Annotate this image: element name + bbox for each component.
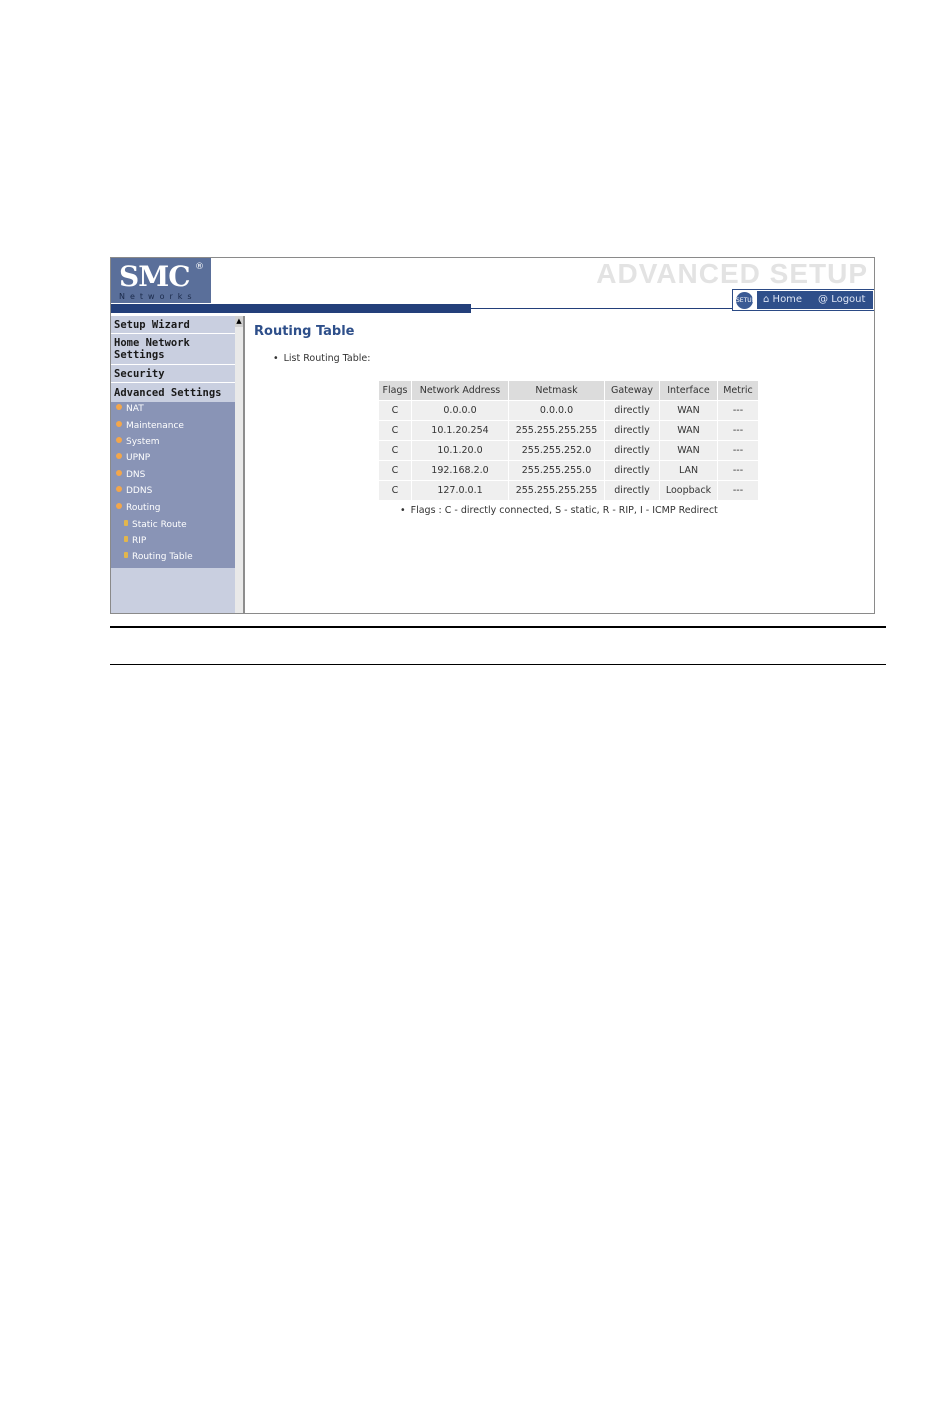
bullet-icon: • <box>400 505 406 516</box>
logout-link-label: Logout <box>831 294 866 305</box>
top-nav-bar <box>757 291 873 309</box>
cell-interface: LAN <box>660 461 718 481</box>
list-label <box>273 353 370 364</box>
bullet-icon: • <box>273 353 279 364</box>
sidebar-item-routing-table[interactable] <box>124 551 193 563</box>
cell-interface: Loopback <box>660 481 718 501</box>
sidebar-item-label: UPNP <box>126 453 151 463</box>
sidebar-item-nat[interactable] <box>116 403 144 415</box>
cell-metric: --- <box>718 421 759 441</box>
cell-metric: --- <box>718 461 759 481</box>
bullet-icon <box>124 520 128 526</box>
logo-registered: ® <box>195 262 204 272</box>
bullet-icon <box>116 503 122 509</box>
logo-brand: SMC <box>119 260 190 293</box>
cell-network-address: 0.0.0.0 <box>412 401 509 421</box>
sidebar-item-label: Routing <box>126 503 161 513</box>
cell-netmask: 255.255.255.0 <box>509 461 605 481</box>
home-icon: ⌂ <box>763 294 770 305</box>
cell-flags: C <box>379 481 412 501</box>
sidebar-item-rip[interactable] <box>124 535 146 547</box>
logo-subtitle: Networks <box>119 292 197 301</box>
bullet-icon <box>116 404 122 410</box>
sidebar-item-label: RIP <box>132 536 147 546</box>
sidebar-item-label: Routing Table <box>132 552 193 562</box>
cell-gateway: directly <box>605 441 660 461</box>
bullet-icon <box>116 421 122 427</box>
scroll-up-arrow-icon[interactable]: ▲ <box>236 317 242 325</box>
cell-netmask: 0.0.0.0 <box>509 401 605 421</box>
cell-flags: C <box>379 461 412 481</box>
bullet-icon <box>124 536 128 542</box>
sidebar-item-label: Maintenance <box>126 421 184 431</box>
table-row <box>379 481 759 501</box>
logout-icon: @ <box>818 294 828 305</box>
col-gateway: Gateway <box>605 381 660 401</box>
cell-interface: WAN <box>660 401 718 421</box>
sidebar-submenu <box>111 402 235 568</box>
sidebar-item-routing[interactable] <box>116 502 161 514</box>
sidebar-item-setup-wizard[interactable]: Setup Wizard <box>111 316 235 333</box>
router-screenshot <box>110 257 875 614</box>
cell-gateway: directly <box>605 421 660 441</box>
sidebar-item-label: NAT <box>126 404 144 414</box>
page-title: Routing Table <box>254 324 355 339</box>
cell-metric: --- <box>718 401 759 421</box>
sidebar-item-system[interactable] <box>116 436 160 448</box>
table-row <box>379 401 759 421</box>
bullet-icon <box>116 486 122 492</box>
divider-top <box>110 626 886 628</box>
cell-flags: C <box>379 441 412 461</box>
home-link[interactable] <box>763 292 802 308</box>
cell-interface: WAN <box>660 421 718 441</box>
col-metric: Metric <box>718 381 759 401</box>
cell-gateway: directly <box>605 401 660 421</box>
sidebar-item-ddns[interactable] <box>116 485 152 497</box>
table-row <box>379 421 759 441</box>
home-link-label: Home <box>772 294 803 305</box>
sidebar-scrollbar[interactable] <box>235 316 245 614</box>
cell-network-address: 10.1.20.0 <box>412 441 509 461</box>
top-nav <box>732 289 875 311</box>
cell-flags: C <box>379 421 412 441</box>
page-header-title: ADVANCED SETUP <box>596 258 868 289</box>
sidebar <box>111 316 235 614</box>
cell-netmask: 255.255.252.0 <box>509 441 605 461</box>
cell-metric: --- <box>718 441 759 461</box>
routing-table <box>378 380 759 501</box>
col-interface: Interface <box>660 381 718 401</box>
smc-logo <box>111 258 211 303</box>
sidebar-item-dns[interactable] <box>116 469 145 481</box>
flags-legend <box>400 505 718 516</box>
sidebar-item-home-network-settings[interactable]: Home Network Settings <box>111 334 235 364</box>
bullet-icon <box>124 552 128 558</box>
setup-wizard-icon[interactable]: SETUP <box>736 292 753 309</box>
header-bar <box>111 304 471 313</box>
cell-network-address: 10.1.20.254 <box>412 421 509 441</box>
cell-interface: WAN <box>660 441 718 461</box>
logout-link[interactable] <box>818 292 865 308</box>
cell-metric: --- <box>718 481 759 501</box>
cell-flags: C <box>379 401 412 421</box>
bullet-icon <box>116 453 122 459</box>
sidebar-item-advanced-settings[interactable]: Advanced Settings <box>111 383 235 402</box>
sidebar-item-label: Static Route <box>132 520 187 530</box>
cell-netmask: 255.255.255.255 <box>509 481 605 501</box>
table-header-row <box>379 381 759 401</box>
table-row <box>379 461 759 481</box>
sidebar-item-label: DDNS <box>126 486 153 496</box>
sidebar-item-label: DNS <box>126 470 146 480</box>
sidebar-item-upnp[interactable] <box>116 452 150 464</box>
flags-legend-text: Flags : C - directly connected, S - static, R - RIP, I - ICMP Redirect <box>410 505 718 516</box>
sidebar-item-maintenance[interactable] <box>116 420 184 432</box>
col-netmask: Netmask <box>509 381 605 401</box>
bullet-icon <box>116 470 122 476</box>
cell-network-address: 127.0.0.1 <box>412 481 509 501</box>
col-network-address: Network Address <box>412 381 509 401</box>
col-flags: Flags <box>379 381 412 401</box>
sidebar-item-static-route[interactable] <box>124 519 187 531</box>
sidebar-item-label: System <box>126 437 160 447</box>
cell-gateway: directly <box>605 481 660 501</box>
cell-netmask: 255.255.255.255 <box>509 421 605 441</box>
sidebar-item-security[interactable]: Security <box>111 365 235 382</box>
bullet-icon <box>116 437 122 443</box>
cell-network-address: 192.168.2.0 <box>412 461 509 481</box>
list-label-text: List Routing Table: <box>283 353 371 364</box>
table-row <box>379 441 759 461</box>
divider-bottom <box>110 664 886 665</box>
cell-gateway: directly <box>605 461 660 481</box>
